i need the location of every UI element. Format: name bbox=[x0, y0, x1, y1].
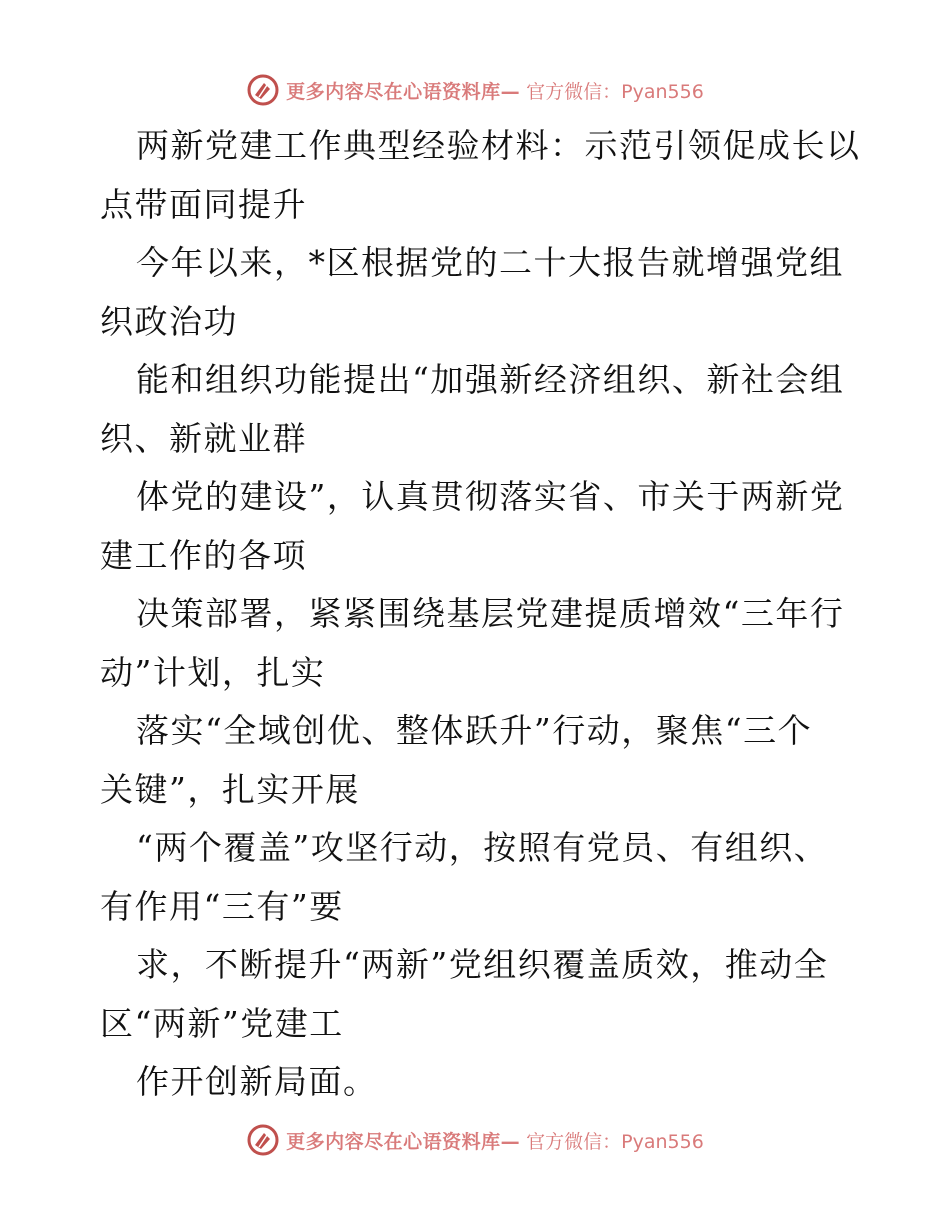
document-title-line-2: 点带面同提升 bbox=[100, 184, 307, 224]
paragraph-line: 决策部署，紧紧围绕基层党建提质增效“三年行 bbox=[136, 594, 845, 633]
paragraph-line: 作开创新局面。 bbox=[136, 1062, 378, 1101]
paragraph-line: 有作用“三有”要 bbox=[100, 886, 344, 926]
paragraph-line: “两个覆盖”攻坚行动，按照有党员、有组织、 bbox=[136, 828, 829, 867]
paragraph-line: 织、新就业群 bbox=[100, 418, 307, 458]
paragraph-line: 能和组织功能提出“加强新经济组织、新社会组 bbox=[136, 360, 845, 399]
footer-banner bbox=[0, 1120, 950, 1160]
document-title-line-1: 两新党建工作典型经验材料：示范引领促成长以 bbox=[136, 126, 860, 165]
paragraph-line: 今年以来，*区根据党的二十大报告就增强党组 bbox=[136, 243, 844, 282]
header-wechat-text: 官方微信：Pyan556 bbox=[526, 80, 704, 103]
paragraph-line: 建工作的各项 bbox=[100, 535, 307, 575]
footer-wechat-text: 官方微信：Pyan556 bbox=[526, 1130, 704, 1153]
paragraph-line: 求，不断提升“两新”党组织覆盖质效，推动全 bbox=[136, 945, 829, 984]
paragraph-line: 区“两新”党建工 bbox=[100, 1003, 344, 1043]
paragraph-line: 落实“全域创优、整体跃升”行动，聚焦“三个 bbox=[136, 711, 813, 750]
paragraph-line: 织政治功 bbox=[100, 301, 238, 341]
seal-logo-icon bbox=[246, 1123, 280, 1157]
footer-brand-text: 更多内容尽在心语资料库— bbox=[286, 1130, 521, 1153]
header-banner bbox=[0, 70, 950, 110]
paragraph-line: 动”计划，扎实 bbox=[100, 652, 326, 692]
seal-logo-icon bbox=[246, 73, 280, 107]
paragraph-line: 体党的建设”，认真贯彻落实省、市关于两新党 bbox=[136, 477, 845, 516]
paragraph-line: 关键”，扎实开展 bbox=[100, 769, 360, 809]
document-body bbox=[100, 117, 860, 1112]
header-brand-text: 更多内容尽在心语资料库— bbox=[286, 80, 521, 103]
